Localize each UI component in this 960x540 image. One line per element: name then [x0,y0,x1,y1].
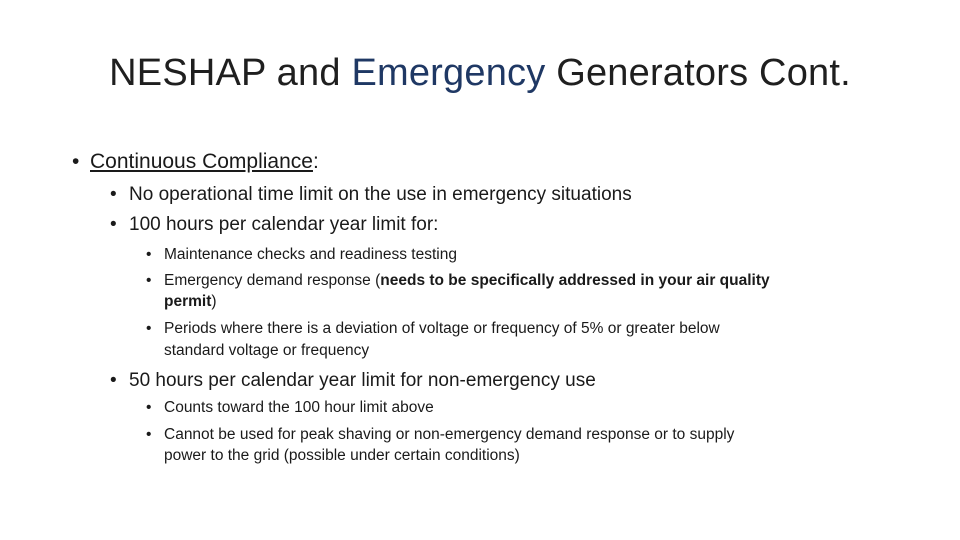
bullet-glyph: • [146,320,152,337]
bullet-glyph: • [110,370,117,391]
bullet-text-line2 [164,293,217,311]
bullet-text: No operational time limit on the use in emergency situations [129,184,632,205]
bullet-glyph: • [110,184,117,205]
bullet-text-line1 [164,272,770,290]
bullet-text-line1: Periods where there is a deviation of voltage or frequency of 5% or greater below [164,320,720,337]
bullet-glyph: • [146,399,152,416]
bullet-glyph: • [146,426,152,443]
bullet-text-line2: power to the grid (possible under certain conditions) [164,447,520,464]
bullet-text: 50 hours per calendar year limit for non-emergency use [129,370,596,391]
continuous-compliance-label: Continuous Compliance [90,150,313,173]
demand-response-bold-1: needs to be specifically addressed in your air quality [380,272,770,289]
title-part2: Generators Cont. [545,52,851,94]
title-accent: Emergency [351,52,546,94]
bullet-glyph: • [110,214,117,235]
bullet-text-line1: Cannot be used for peak shaving or non-emergency demand response or to supply [164,426,735,443]
bullet-text: Counts toward the 100 hour limit above [164,399,434,416]
demand-response-bold-2: permit [164,293,212,310]
bullet-text [90,150,319,174]
bullet-glyph: • [72,150,80,173]
slide-title [0,52,960,95]
colon: : [312,150,319,173]
bullet-text: Maintenance checks and readiness testing [164,246,457,263]
demand-response-prefix: Emergency demand response ( [164,272,381,289]
bullet-glyph: • [146,246,152,263]
title-part1: NESHAP and [109,52,352,94]
demand-response-suffix: ) [211,293,217,310]
bullet-glyph: • [146,272,152,289]
bullet-text-line2: standard voltage or frequency [164,342,370,359]
bullet-text: 100 hours per calendar year limit for: [129,214,439,235]
